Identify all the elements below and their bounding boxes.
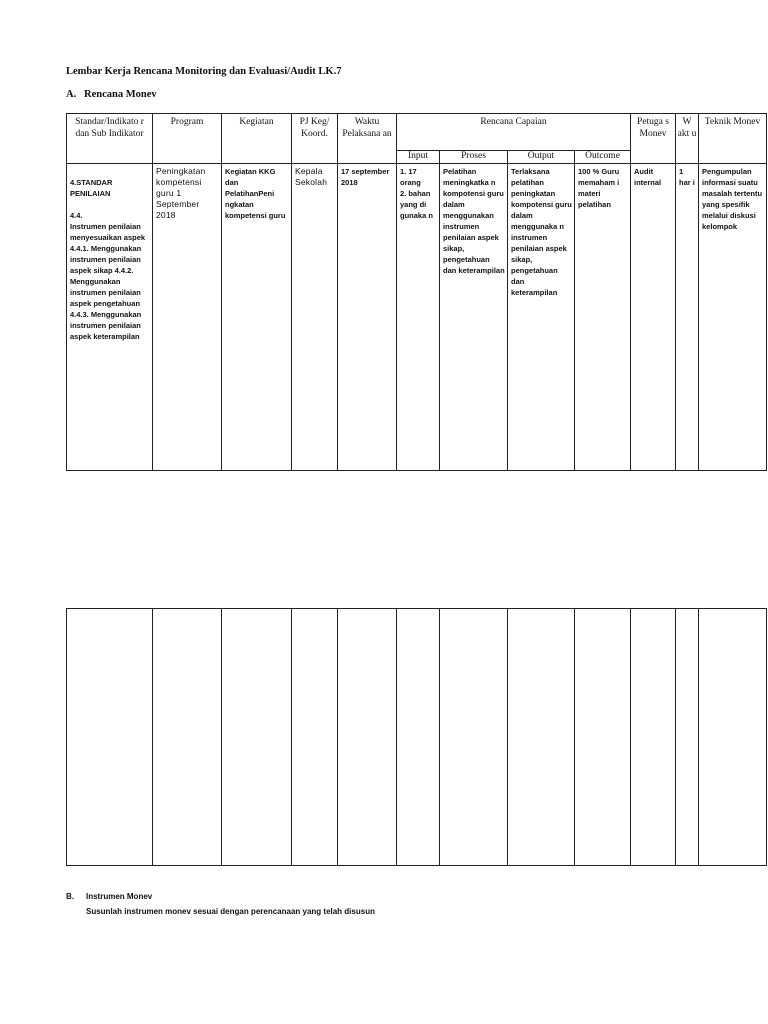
document-title: Lembar Kerja Rencana Monitoring dan Evaluasi/Audit LK.7 bbox=[66, 66, 342, 77]
section-b-instruction: Susunlah instrumen monev sesuai dengan perencanaan yang telah disusun bbox=[86, 907, 375, 916]
cell-input: 1. 17 orang 2. bahan yang di gunaka n bbox=[397, 164, 440, 471]
blank-cell[interactable] bbox=[67, 609, 153, 866]
section-a-title: Rencana Monev bbox=[84, 89, 157, 100]
cell-petugas: Audit internal bbox=[631, 164, 676, 471]
header-kegiatan: Kegiatan bbox=[222, 114, 292, 164]
header-waktu-pelaksanaan: Waktu Pelaksana an bbox=[338, 114, 397, 164]
cell-outcome: 100 % Guru memaham i materi pelatihan bbox=[575, 164, 631, 471]
blank-cell[interactable] bbox=[440, 609, 508, 866]
cell-output: Terlaksana pelatihan peningkatan kompotensi guru dalam menggunaka n instrumen penilaian aspek sikap, pengetahuan dan keterampilan bbox=[508, 164, 575, 471]
header-pj: PJ Keg/ Koord. bbox=[292, 114, 338, 164]
section-a-heading bbox=[66, 89, 157, 100]
section-a-number: A. bbox=[66, 89, 77, 100]
blank-cell[interactable] bbox=[292, 609, 338, 866]
cell-proses: Pelatihan meningkatka n kompotensi guru dalam menggunakan instrumen penilaian aspek sikap, pengetahuan dan keterampilan bbox=[440, 164, 508, 471]
header-rencana-capaian: Rencana Capaian bbox=[397, 114, 631, 151]
rencana-monev-table bbox=[66, 113, 767, 471]
header-output: Output bbox=[508, 151, 575, 164]
header-standar: Standar/Indikato r dan Sub Indikator bbox=[67, 114, 153, 164]
section-b-number: B. bbox=[66, 892, 74, 901]
table-row bbox=[67, 164, 767, 471]
blank-cell[interactable] bbox=[397, 609, 440, 866]
blank-cell[interactable] bbox=[631, 609, 676, 866]
section-b-title: Instrumen Monev bbox=[86, 892, 153, 901]
blank-cell[interactable] bbox=[338, 609, 397, 866]
header-input: Input bbox=[397, 151, 440, 164]
header-petugas: Petuga s Monev bbox=[631, 114, 676, 164]
blank-table bbox=[66, 608, 767, 866]
blank-cell[interactable] bbox=[222, 609, 292, 866]
header-teknik: Teknik Monev bbox=[699, 114, 767, 164]
cell-teknik: Pengumpulan informasi suatu masalah tertentu yang spesifik melalui diskusi kelompok bbox=[699, 164, 767, 471]
blank-table-row bbox=[67, 609, 767, 866]
cell-waktu-pelaksanaan: 17 september 2018 bbox=[338, 164, 397, 471]
cell-standar: 4.STANDAR PENILAIAN 4.4. Instrumen penilaian menyesuaikan aspek 4.4.1. Menggunakan instrumen penilaian aspek sikap 4.4.2. Menggunakan instrumen penilaian aspek pengetahuan 4.4.3. Menggunakan instrumen penilaian aspek keterampilan bbox=[67, 164, 153, 471]
cell-kegiatan: Kegiatan KKG dan PelatihanPeni ngkatan kompetensi guru bbox=[222, 164, 292, 471]
header-waktu: W akt u bbox=[676, 114, 699, 164]
section-b-heading bbox=[66, 892, 152, 901]
blank-cell[interactable] bbox=[676, 609, 699, 866]
blank-cell[interactable] bbox=[153, 609, 222, 866]
cell-pj: Kepala Sekolah bbox=[292, 164, 338, 471]
header-outcome: Outcome bbox=[575, 151, 631, 164]
blank-cell[interactable] bbox=[575, 609, 631, 866]
header-proses: Proses bbox=[440, 151, 508, 164]
blank-cell[interactable] bbox=[699, 609, 767, 866]
cell-program: Peningkatan kompetensi guru 1 September 2018 bbox=[153, 164, 222, 471]
blank-cell[interactable] bbox=[508, 609, 575, 866]
cell-waktu: 1 har i bbox=[676, 164, 699, 471]
header-program: Program bbox=[153, 114, 222, 164]
